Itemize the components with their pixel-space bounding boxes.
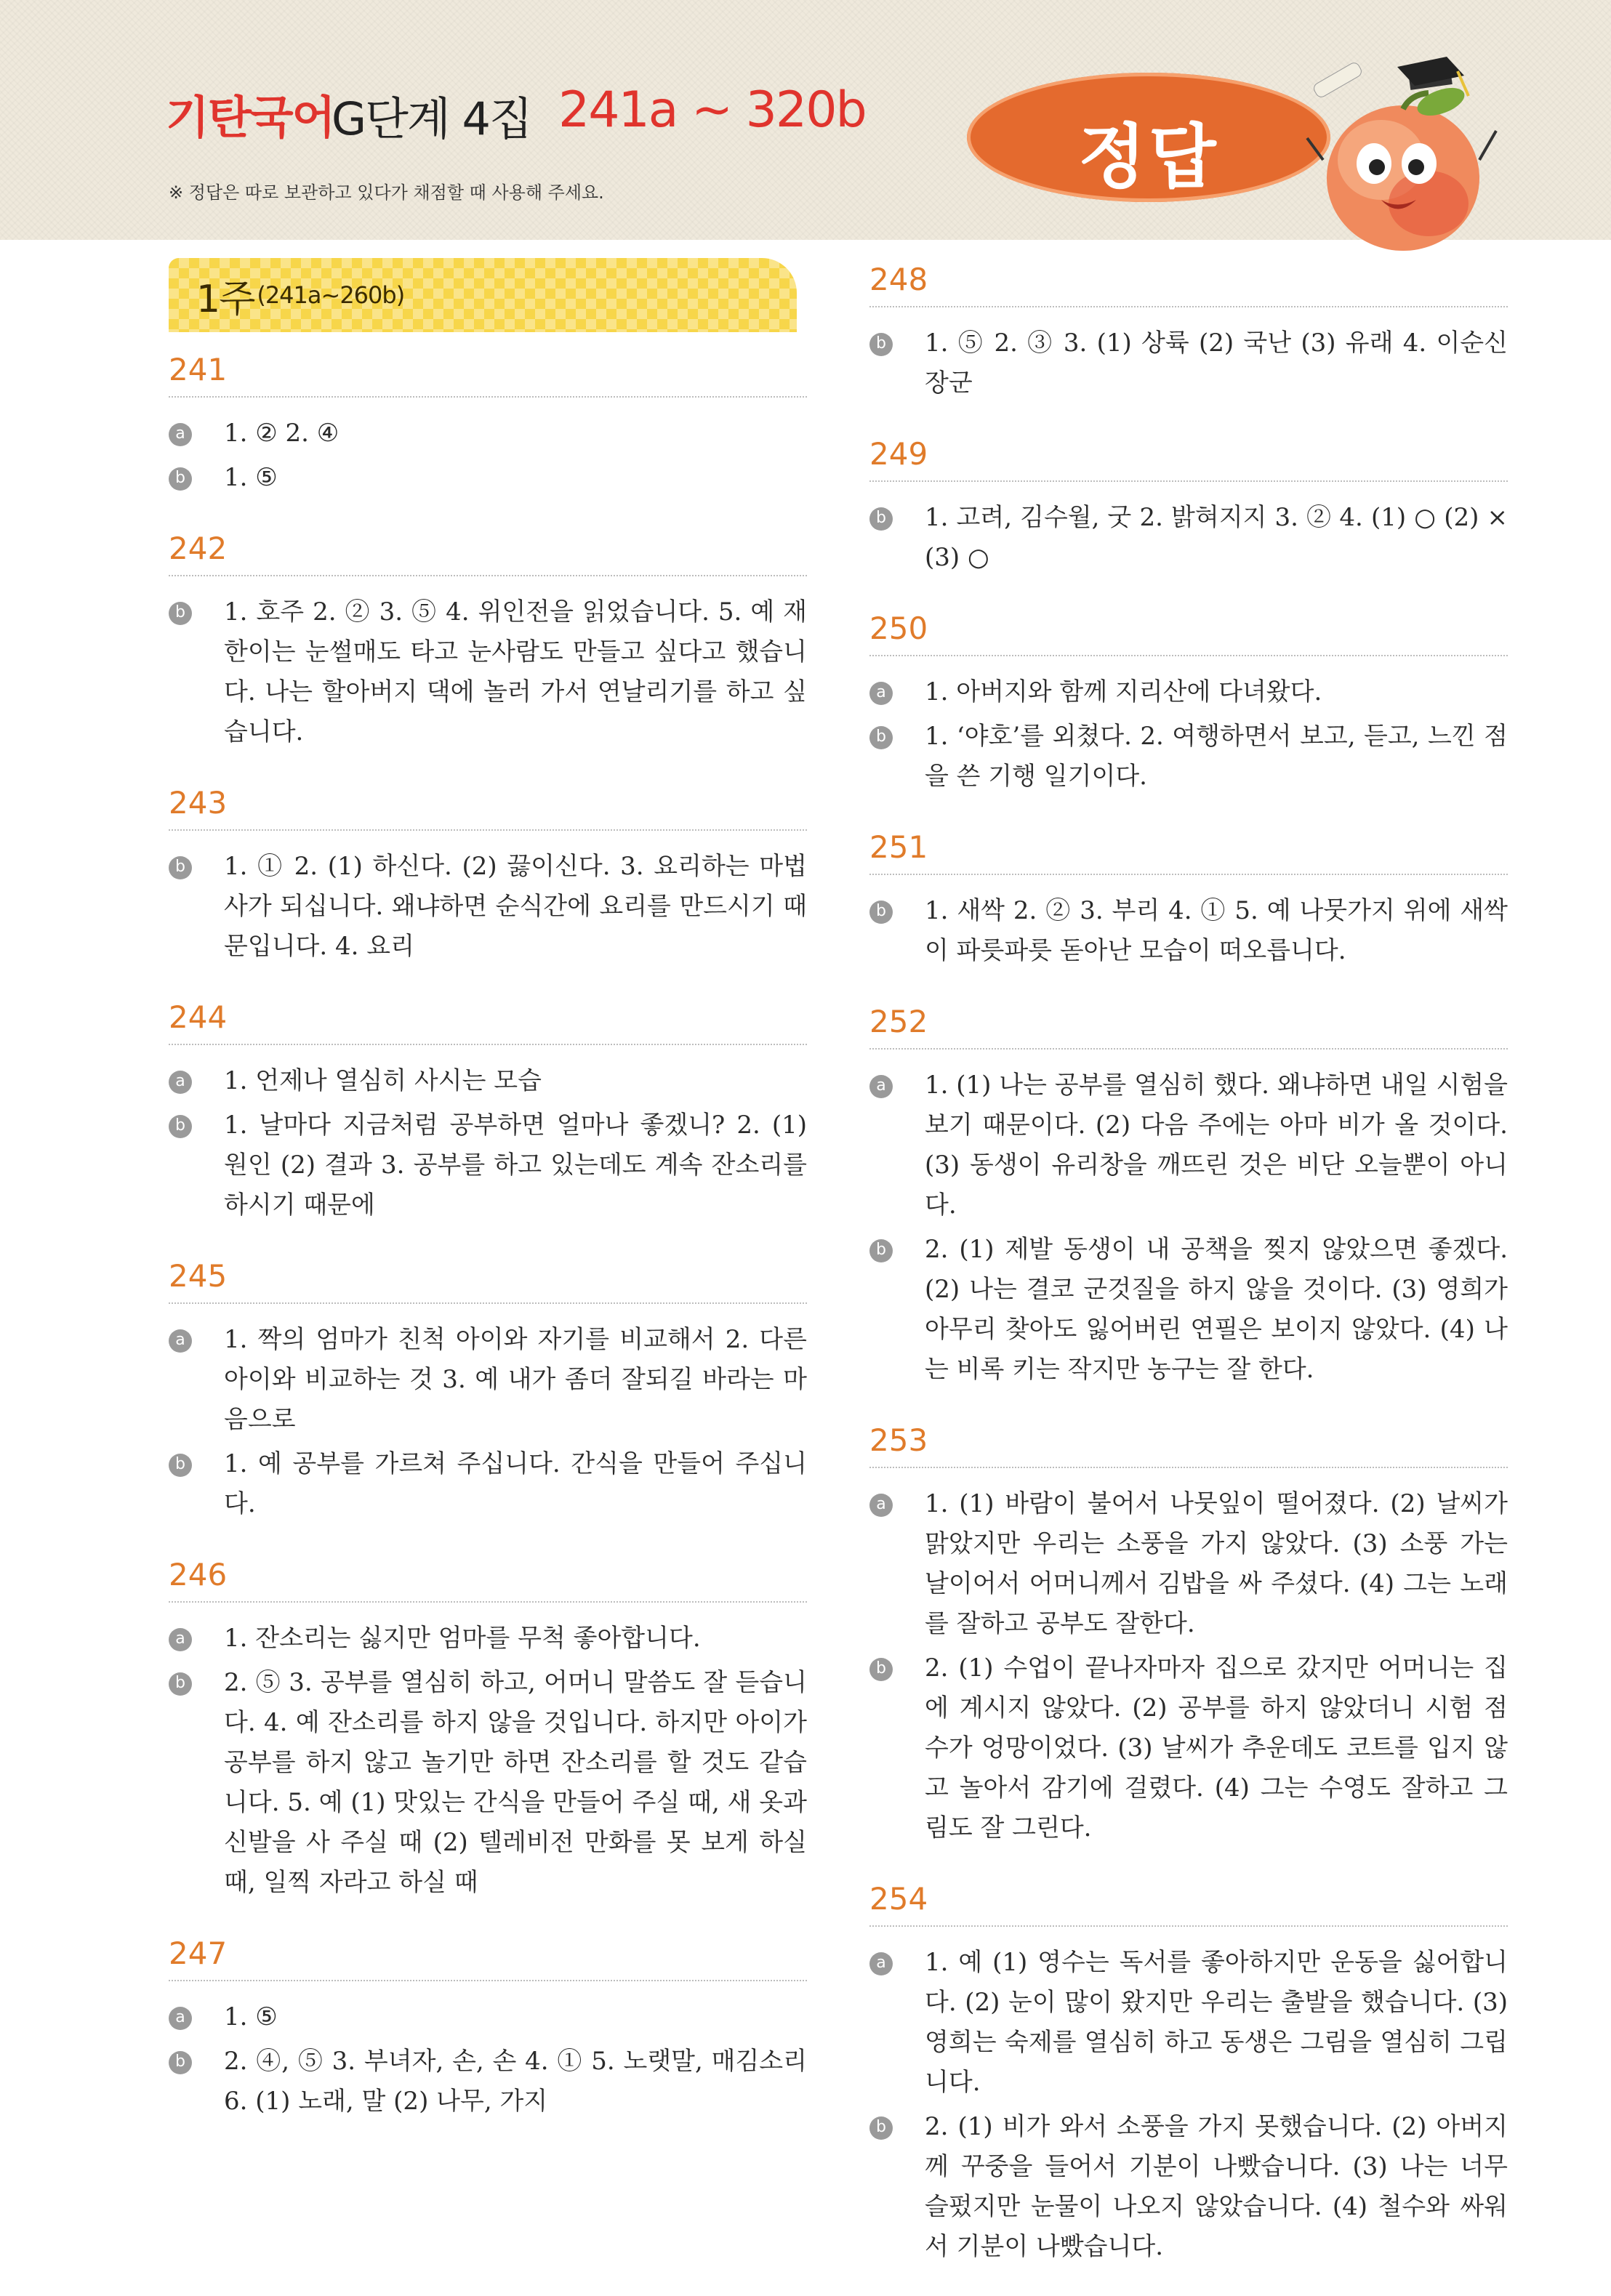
part-badge-b: b (169, 1115, 192, 1138)
answer-entry (169, 847, 807, 967)
part-badge-b: b (869, 2116, 893, 2140)
part-badge-b: b (169, 856, 192, 879)
answer-text: 1. ② 2. ④ (224, 419, 340, 448)
part-badge-a: a (169, 1329, 192, 1353)
part-badge-a: a (869, 682, 893, 705)
answer-entry (869, 1230, 1508, 1390)
answer-section-247 (169, 1932, 807, 2122)
answer-entry (169, 1619, 807, 1659)
section-number: 245 (169, 1254, 807, 1304)
part-badge-b: b (869, 507, 893, 531)
answer-text: 1. ① 2. (1) 하신다. (2) 끓이신다. 3. 요리하는 마법사가 되십니다. 왜냐하면 순식간에 요리를 만드시기 때문입니다. 4. 요리 (224, 852, 807, 961)
level-label: G단계 4집 (332, 92, 531, 145)
part-badge-b: b (869, 333, 893, 356)
answer-text: 1. ‘야호’를 외쳤다. 2. 여행하면서 보고, 듣고, 느낀 점을 쓴 기행 일기이다. (925, 722, 1508, 791)
answer-entry (169, 458, 807, 498)
answer-entry (169, 1105, 807, 1225)
answer-section-241 (169, 348, 807, 498)
answer-entry (169, 1320, 807, 1440)
section-number: 241 (169, 348, 807, 398)
part-badge-a: a (169, 1071, 192, 1094)
part-badge-a: a (169, 423, 192, 446)
part-badge-b: b (169, 1454, 192, 1477)
answer-text: 2. (1) 수업이 끝나자마자 집으로 갔지만 어머니는 집에 계시지 않았다. (2) 공부를 하지 않았더니 시험 점수가 엉망이었다. (3) 날씨가 추운데도 코트를 입지 않고 놀아서 감기에 걸렸다. (4) 그는 수영도 잘하고 그림도 잘 그린다. (925, 1653, 1508, 1842)
answer-section-251 (869, 826, 1508, 971)
answer-section-252 (869, 1000, 1508, 1390)
answer-entry (869, 672, 1508, 712)
answer-text: 1. ⑤ (224, 463, 278, 492)
answer-entry (869, 891, 1508, 971)
answer-section-243 (169, 781, 807, 967)
answer-text: 2. (1) 비가 와서 소풍을 가지 못했습니다. (2) 아버지께 꾸중을 들어서 기분이 나빴습니다. (3) 나는 너무 슬펐지만 눈물이 나오지 않았습니다. (4) 철수와 싸워서 기분이 나빴습니다. (925, 2112, 1508, 2261)
answer-entry (169, 1663, 807, 1903)
section-number: 252 (869, 1000, 1508, 1050)
part-badge-a: a (869, 1075, 893, 1098)
section-number: 250 (869, 607, 1508, 656)
answer-entry (869, 1066, 1508, 1225)
answer-entry (169, 2042, 807, 2122)
week-range: (241a~260b) (257, 281, 405, 309)
left-column (169, 258, 807, 2151)
answer-text: 1. 고려, 김수월, 굿 2. 밝혀지지 3. ② 4. (1) ○ (2) × (3) ○ (925, 503, 1508, 572)
part-badge-a: a (169, 2007, 192, 2030)
answer-entry (169, 1997, 807, 2037)
answer-section-254 (869, 1877, 1508, 2267)
section-number: 243 (169, 781, 807, 831)
peach-mascot-icon (1301, 51, 1498, 262)
section-number: 251 (869, 826, 1508, 875)
part-badge-a: a (869, 1494, 893, 1517)
right-sections (869, 258, 1508, 2267)
week-header (169, 258, 797, 332)
answer-text: 1. (1) 바람이 불어서 나뭇잎이 떨어졌다. (2) 날씨가 맑았지만 우리는 소풍을 가지 않았다. (3) 소풍 가는 날이어서 어머니께서 김밥을 싸 주셨다. (4) 그는 노래를 잘하고 공부도 잘한다. (925, 1489, 1508, 1638)
answer-entry (169, 592, 807, 752)
answer-entry (869, 323, 1508, 403)
part-badge-b: b (869, 901, 893, 924)
answer-section-248 (869, 258, 1508, 403)
part-badge-b: b (869, 726, 893, 749)
answer-text: 1. 호주 2. ② 3. ⑤ 4. 위인전을 읽었습니다. 5. 예 재한이는 눈썰매도 타고 눈사람도 만들고 싶다고 했습니다. 나는 할아버지 댁에 놀러 가서 연날리기를 하고 싶습니다. (224, 597, 807, 746)
answer-text: 1. (1) 나는 공부를 열심히 했다. 왜냐하면 내일 시험을 보기 때문이다. (2) 다음 주에는 아마 비가 올 것이다. (3) 동생이 유리창을 깨뜨린 것은 비단 오늘뿐이 아니다. (925, 1071, 1508, 1220)
section-number: 242 (169, 527, 807, 576)
part-badge-b: b (869, 1658, 893, 1681)
part-badge-a: a (169, 1628, 192, 1651)
answer-entry (169, 1061, 807, 1101)
answer-entry (169, 1444, 807, 1524)
section-number: 249 (869, 432, 1508, 482)
answer-text: 1. 아버지와 함께 지리산에 다녀왔다. (925, 677, 1322, 706)
answer-section-245 (169, 1254, 807, 1524)
right-column (869, 258, 1508, 2296)
answer-section-246 (169, 1553, 807, 1903)
brand-logo: 기탄국어 (166, 91, 334, 144)
section-number: 246 (169, 1553, 807, 1603)
answer-text: 1. ⑤ (224, 2002, 278, 2031)
answer-text: 1. ⑤ 2. ③ 3. (1) 상륙 (2) 국난 (3) 유래 4. 이순신 장군 (925, 329, 1508, 398)
part-badge-b: b (169, 1672, 192, 1696)
answer-entry (869, 1648, 1508, 1848)
answer-section-242 (169, 527, 807, 752)
notice-text: ※ 정답은 따로 보관하고 있다가 채점할 때 사용해 주세요. (169, 182, 604, 203)
answer-text: 1. 언제나 열심히 사시는 모습 (224, 1066, 542, 1095)
part-badge-a: a (869, 1952, 893, 1975)
section-number: 254 (869, 1877, 1508, 1927)
answer-entry (869, 498, 1508, 578)
answer-section-249 (869, 432, 1508, 578)
answer-text: 1. 잔소리는 싫지만 엄마를 무척 좋아합니다. (224, 1624, 701, 1653)
part-badge-b: b (169, 602, 192, 625)
answer-text: 1. 날마다 지금처럼 공부하면 얼마나 좋겠니? 2. (1) 원인 (2) 결과 3. 공부를 하고 있는데도 계속 잔소리를 하시기 때문에 (224, 1111, 807, 1220)
section-number: 247 (169, 1932, 807, 1981)
answer-text: 2. ⑤ 3. 공부를 열심히 하고, 어머니 말씀도 잘 듣습니다. 4. 예 잔소리를 하지 않을 것입니다. 하지만 아이가 공부를 하지 않고 놀기만 하면 잔소리를 할 것도 같습니다. 5. 예 (1) 맛있는 간식을 만들어 주실 때, 새 옷과 신발을 사 주실 때 (2) 텔레비전 만화를 못 보게 하실 때, 일찍 자라고 하실 때 (224, 1668, 807, 1897)
part-badge-b: b (169, 467, 192, 491)
answer-section-250 (869, 607, 1508, 797)
answer-section-244 (169, 996, 807, 1225)
section-number: 248 (869, 258, 1508, 307)
week-label: 1주 (196, 277, 254, 321)
part-badge-b: b (169, 2051, 192, 2074)
answer-text: 1. 예 (1) 영수는 독서를 좋아하지만 운동을 싫어합니다. (2) 눈이 많이 왔지만 우리는 출발을 했습니다. (3) 영희는 숙제를 열심히 하고 동생은 그림을 열심히 그립니다. (925, 1948, 1508, 2097)
answer-label: 정답 (1078, 116, 1219, 198)
left-sections (169, 348, 807, 2122)
answer-text: 2. ④, ⑤ 3. 부녀자, 손, 손 4. ① 5. 노랫말, 매김소리 6. (1) 노래, 말 (2) 나무, 가지 (224, 2047, 807, 2116)
section-number: 253 (869, 1419, 1508, 1468)
part-badge-b: b (869, 1239, 893, 1262)
answer-entry (869, 2107, 1508, 2267)
answer-entry (869, 1484, 1508, 1644)
answer-text: 1. 새싹 2. ② 3. 부리 4. ① 5. 예 나뭇가지 위에 새싹이 파릇파릇 돋아난 모습이 떠오릅니다. (925, 896, 1508, 965)
answer-text: 1. 예 공부를 가르쳐 주십니다. 간식을 만들어 주십니다. (224, 1449, 807, 1518)
answer-entry (869, 1943, 1508, 2103)
range-label: 241a ~ 320b (558, 81, 866, 139)
answer-text: 1. 짝의 엄마가 친척 아이와 자기를 비교해서 2. 다른 아이와 비교하는 것 3. 예 내가 좀더 잘되길 바라는 마음으로 (224, 1325, 807, 1434)
section-number: 244 (169, 996, 807, 1045)
answer-entry (869, 717, 1508, 797)
answer-entry (169, 414, 807, 454)
answer-section-253 (869, 1419, 1508, 1848)
answer-text: 2. (1) 제발 동생이 내 공책을 찢지 않았으면 좋겠다. (2) 나는 결코 군것질을 하지 않을 것이다. (3) 영희가 아무리 찾아도 잃어버린 연필은 보이지 않았다. (4) 나는 비록 키는 작지만 농구는 잘 한다. (925, 1235, 1508, 1384)
